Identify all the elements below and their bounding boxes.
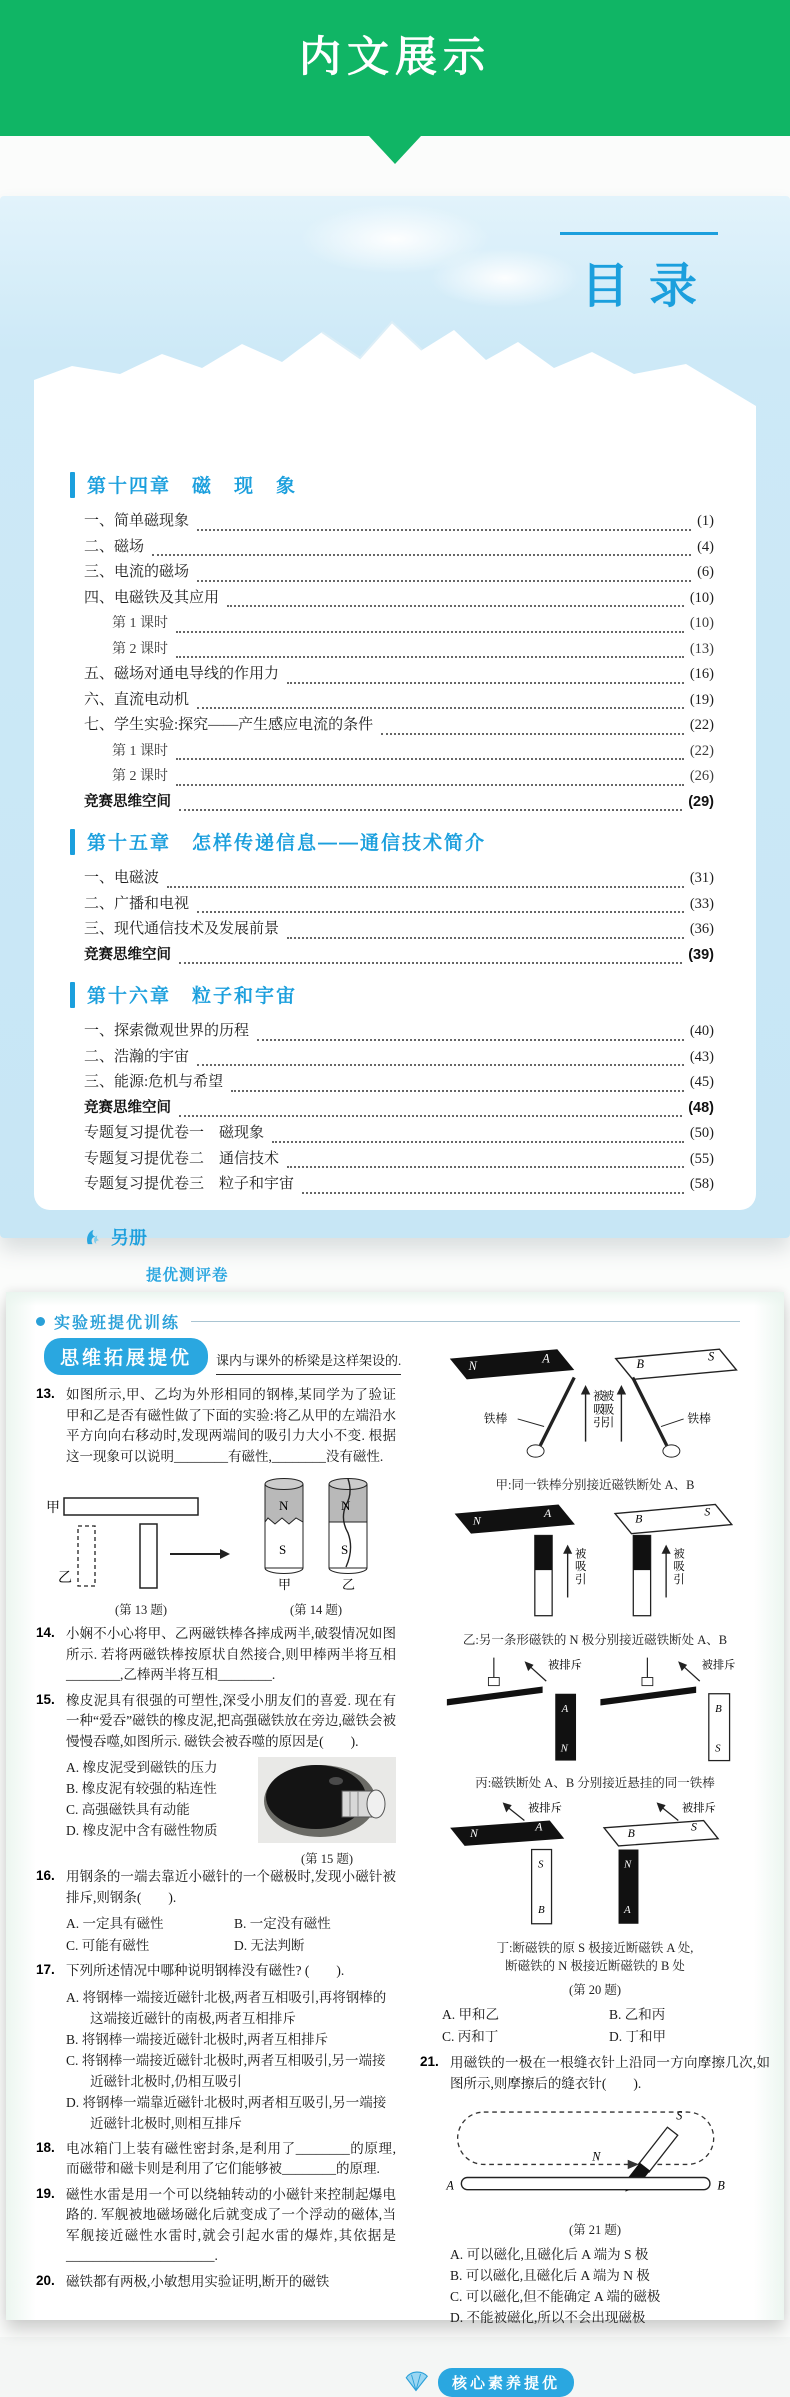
toc-page-number: (13) — [689, 640, 714, 657]
ribbon-icon — [84, 1227, 103, 1246]
svg-text:N: N — [468, 1358, 477, 1373]
toc-entry-label: 专题复习提优卷三 粒子和宇宙 — [84, 1176, 295, 1192]
question-18 — [36, 2139, 396, 2180]
question-text: 小娴不小心将甲、乙两磁铁棒各摔成两半,破裂情况如图所示. 若将两磁铁棒按原状自然接合,则甲棒两半将互相________,乙棒两半将互相________. — [66, 1626, 396, 1682]
toc-page-number: (50) — [689, 1125, 714, 1141]
toc-entry — [84, 1147, 714, 1173]
toc-page-number: (43) — [689, 1048, 714, 1065]
figure-20-ding — [420, 1797, 770, 1936]
toc-page-number: (31) — [689, 870, 714, 886]
option-item: B. 一定没有磁性 — [234, 1916, 331, 1931]
svg-text:S: S — [537, 1858, 544, 1871]
toc-entry-label: 第 2 课时 — [112, 769, 168, 784]
dot-leader — [287, 1153, 684, 1168]
toc-entry — [84, 917, 714, 943]
dot-leader — [176, 745, 684, 760]
question-17 — [36, 1961, 396, 1982]
svg-text:B: B — [537, 1903, 545, 1916]
section-tagline: 课内与课外的桥梁是这样架设的. — [216, 1350, 401, 1375]
chapter-title: 第十六章 粒子和宇宙 — [87, 986, 298, 1007]
top-banner — [0, 0, 790, 136]
toc-page-number: (6) — [697, 564, 714, 580]
question-text: 橡皮泥具有很强的可塑性,深受小朋友们的喜爱. 现在有一种“爱吞”磁铁的橡皮泥,把高强磁铁放在旁边,磁铁会被慢慢吞噬,如图所示. 磁铁会被吞噬的原因是( ). — [66, 1692, 396, 1749]
option-item: B. 可以磁化,且磁化后 A 端为 N 极 — [450, 2268, 650, 2283]
option-item: B. 橡皮泥有较强的粘连性 — [66, 1781, 217, 1796]
option-item: A. 甲和乙 — [442, 2007, 499, 2022]
right-column — [420, 1336, 770, 2397]
option-item: A. 橡皮泥受到磁铁的压力 — [66, 1760, 218, 1775]
series-title: 实验班提优训练 — [54, 1315, 181, 1332]
question-21 — [420, 2053, 770, 2094]
question-number: 16. — [36, 1868, 55, 1883]
svg-text:A: A — [535, 1820, 543, 1834]
dot-leader — [197, 1051, 684, 1066]
option-item: A. 将钢棒一端接近磁针北极,两者互相吸引,再将钢棒的这端接近磁针的南极,两者互相排斥 — [66, 1989, 387, 2026]
question-14 — [36, 1624, 396, 1686]
svg-text:被排斥: 被排斥 — [681, 1802, 716, 1815]
svg-text:被吸引: 被吸引 — [673, 1548, 685, 1586]
svg-text:S: S — [341, 1542, 349, 1557]
svg-text:N: N — [623, 1858, 632, 1871]
svg-text:铁棒: 铁棒 — [483, 1412, 508, 1426]
svg-text:B: B — [635, 1511, 643, 1526]
toc-entry — [84, 713, 714, 739]
option-item: D. 不能被磁化,所以不会出现磁极 — [450, 2310, 646, 2325]
toc-page-number: (10) — [689, 615, 714, 631]
question-text: 用钢条的一端去靠近小磁针的一个磁极时,发现小磁针被排斥,则钢条( ). — [66, 1869, 396, 1905]
option-item: C. 可能有磁性 — [66, 1937, 150, 1953]
option-item: C. 可以磁化,但不能确定 A 端的磁极 — [450, 2289, 661, 2304]
dot-leader — [287, 924, 684, 939]
svg-text:B: B — [627, 1826, 635, 1840]
options-20 — [442, 2004, 770, 2047]
svg-text:乙: 乙 — [58, 1571, 72, 1586]
toc-page-number: (40) — [689, 1023, 714, 1039]
figure-14 — [252, 1472, 380, 1618]
figure-caption: 乙:另一条形磁铁的 N 极分别接近磁铁断处 A、B — [462, 1633, 728, 1647]
toc-page-number: (19) — [689, 691, 714, 708]
dot-leader — [179, 796, 682, 811]
svg-text:A: A — [446, 2178, 454, 2193]
toc-page-number: (39) — [688, 946, 714, 963]
toc-entry — [84, 943, 714, 969]
toc-entry — [84, 688, 714, 714]
question-13 — [36, 1385, 396, 1467]
figure-caption: (第 13 题) — [114, 1603, 168, 1617]
option-item: D. 橡皮泥中含有磁性物质 — [66, 1823, 218, 1838]
figure-caption: 断磁铁的 N 极接近断磁铁的 B 处 — [505, 1959, 685, 1973]
svg-text:甲: 甲 — [278, 1577, 292, 1592]
figure-caption: (第 14 题) — [289, 1603, 343, 1617]
toc-entry — [84, 637, 714, 663]
question-number: 21. — [420, 2054, 439, 2069]
toc-page-number: (48) — [688, 1099, 714, 1116]
svg-text:被吸引: 被吸引 — [574, 1548, 587, 1586]
toc-entry-label: 二、磁场 — [84, 538, 145, 555]
svg-text:N: N — [592, 2149, 601, 2164]
dot-leader — [227, 592, 684, 607]
option-item: D. 将钢棒一端靠近磁针北极时,两者相互吸引,另一端接近磁针北极时,则相互排斥 — [66, 2094, 387, 2131]
figure-row-13-14 — [42, 1472, 396, 1618]
svg-text:被排斥: 被排斥 — [528, 1802, 562, 1815]
toc-entry — [84, 1019, 714, 1045]
svg-text:A: A — [623, 1903, 631, 1916]
toc-entry-label: 四、电磁铁及其应用 — [84, 589, 220, 606]
toc-page-number: (22) — [689, 742, 714, 759]
svg-text:乙: 乙 — [342, 1577, 356, 1592]
dot-leader — [197, 567, 691, 582]
options-15 — [66, 1757, 258, 1841]
next-section-badge-row — [402, 2368, 770, 2397]
question-15 — [36, 1691, 396, 1753]
toc-entry — [84, 866, 714, 892]
question-19 — [36, 2185, 396, 2267]
svg-text:N: N — [470, 1826, 478, 1840]
toc-entry-label: 二、浩瀚的宇宙 — [84, 1048, 190, 1065]
dot-leader — [231, 1077, 684, 1092]
toc-entry-label: 一、简单磁现象 — [84, 513, 190, 529]
chapter-accent-bar — [70, 472, 75, 498]
toc-entry-label: 三、电流的磁场 — [84, 564, 190, 580]
figure-caption: 丁:断磁铁的原 S 极接近断磁铁 A 处, — [496, 1941, 694, 1955]
toc-entry-label: 第 1 课时 — [112, 743, 168, 759]
toc-list — [84, 471, 714, 1198]
toc-chapter-heading — [70, 471, 714, 498]
question-text: 下列所述情况中哪种说明钢棒没有磁性? ( ). — [66, 1963, 345, 1978]
toc-entry — [84, 1121, 714, 1147]
question-number: 14. — [36, 1625, 55, 1640]
bullet-dot-icon — [36, 1317, 45, 1326]
figure-caption: (第 21 题) — [568, 2223, 622, 2237]
toc-entry-label: 第 1 课时 — [112, 616, 168, 631]
toc-entry — [84, 1172, 714, 1198]
question-number: 13. — [36, 1386, 55, 1401]
dot-leader — [287, 669, 684, 684]
dot-leader — [176, 618, 684, 633]
svg-text:S: S — [704, 1504, 711, 1519]
left-column — [36, 1338, 402, 2297]
question-text: 磁性水雷是用一个可以绕轴转动的小磁针来控制起爆电路的. 军舰被地磁场磁化后就变成了一个浮动的磁体,当军舰接近磁性水雷时,就会引起水雷的爆炸,其依据是______________________. — [66, 2186, 396, 2263]
question-16 — [36, 1867, 396, 1908]
toc-entry — [84, 509, 714, 535]
toc-page-number: (33) — [689, 895, 714, 912]
toc-entry-label: 七、学生实验:探究——产生感应电流的条件 — [84, 717, 374, 733]
option-item: B. 乙和丙 — [609, 2007, 666, 2022]
toc-page-number: (16) — [689, 666, 714, 682]
svg-text:被排斥: 被排斥 — [701, 1659, 736, 1672]
toc-page-number: (4) — [697, 538, 714, 555]
svg-text:B: B — [715, 1702, 722, 1715]
figure-20-bing — [420, 1654, 770, 1771]
chapter-accent-bar — [70, 982, 75, 1008]
toc-entry — [84, 1070, 714, 1096]
question-text: 如图所示,甲、乙均为外形相同的钢棒,某同学为了验证甲和乙是否有磁性做了下面的实验:将乙从甲的左端沿水平方向向右移动时,发现两端间的吸引力大小不变. 根据这一现象可以说明________有磁性,________没有磁性. — [66, 1387, 396, 1464]
option-item: 提优测评卷 — [146, 1266, 229, 1284]
booklet-title: 另册 — [111, 1227, 147, 1248]
question-number: 20. — [36, 2272, 55, 2288]
toc-entry — [84, 535, 714, 561]
toc-page-number: (1) — [697, 513, 714, 529]
question-number: 18. — [36, 2139, 55, 2155]
toc-entry — [84, 662, 714, 688]
svg-text:S: S — [676, 2108, 683, 2123]
svg-text:N: N — [341, 1498, 351, 1513]
svg-text:被吸引: 被吸引 — [593, 1390, 605, 1430]
toc-page-number: (45) — [689, 1074, 714, 1090]
banner-pointer-triangle — [369, 136, 421, 164]
svg-text:B: B — [636, 1357, 644, 1372]
toc-title: 目录 — [580, 260, 717, 313]
toc-entry — [84, 892, 714, 918]
toc-title-block — [560, 232, 718, 316]
toc-page-number: (36) — [689, 921, 714, 937]
banner-title: 内文展示 — [298, 33, 491, 80]
toc-entry-label: 三、现代通信技术及发展前景 — [84, 921, 280, 937]
question-text: 用磁铁的一极在一根缝衣针上沿同一方向摩擦几次,如图所示,则摩擦后的缝衣针( ). — [450, 2055, 770, 2091]
option-item: C. 高强磁铁具有动能 — [66, 1802, 190, 1817]
svg-text:S: S — [690, 1820, 697, 1834]
svg-text:被排斥: 被排斥 — [548, 1659, 582, 1672]
toc-page — [0, 196, 790, 1284]
toc-page-number: (55) — [689, 1150, 714, 1167]
mountain-illustration — [34, 314, 756, 424]
toc-entry — [84, 586, 714, 612]
cloud-decoration — [430, 248, 580, 308]
figure-21 — [420, 2099, 770, 2218]
option-item: D. 丁和甲 — [609, 2028, 666, 2044]
svg-text:铁棒: 铁棒 — [687, 1412, 711, 1426]
toc-entry — [84, 611, 714, 637]
svg-text:A: A — [561, 1702, 569, 1715]
toc-page-number: (10) — [689, 589, 714, 606]
dot-leader — [167, 873, 684, 888]
dot-leader — [302, 1179, 684, 1194]
toc-entry-label: 五、磁场对通电导线的作用力 — [84, 666, 280, 682]
svg-text:甲: 甲 — [46, 1501, 60, 1516]
svg-text:A: A — [542, 1351, 550, 1366]
chapter-title: 第十四章 磁 现 象 — [87, 476, 298, 497]
toc-entry-label: 一、探索微观世界的历程 — [84, 1023, 250, 1039]
options-16 — [66, 1913, 396, 1956]
question-number: 19. — [36, 2185, 55, 2201]
option-item: C. 丙和丁 — [442, 2028, 499, 2044]
toc-entry-label: 专题复习提优卷一 磁现象 — [84, 1125, 265, 1141]
toc-entry — [84, 739, 714, 765]
question-20-start — [36, 2272, 396, 2293]
toc-entry-label: 竞赛思维空间 — [84, 793, 171, 810]
toc-page-number: (26) — [689, 768, 714, 784]
toc-entry-label: 第 2 课时 — [112, 641, 168, 657]
toc-content-box — [34, 422, 756, 1284]
option-item: A. 一定具有磁性 — [66, 1916, 164, 1931]
figure-20-jia — [420, 1336, 770, 1473]
chapter-title: 第十五章 怎样传递信息——通信技术简介 — [87, 833, 487, 854]
svg-text:S: S — [279, 1542, 287, 1557]
svg-text:S: S — [715, 1742, 721, 1755]
question-text: 磁铁都有两极,小敏想用实验证明,断开的磁铁 — [66, 2273, 330, 2289]
next-section-badge: 核心素养提优 — [438, 2368, 574, 2397]
toc-entry — [84, 764, 714, 790]
svg-text:N: N — [472, 1513, 481, 1528]
toc-entry — [84, 560, 714, 586]
toc-page-number: (22) — [689, 717, 714, 733]
toc-entry-label: 二、广播和电视 — [84, 895, 190, 912]
dot-leader — [179, 1102, 682, 1117]
figure-13 — [42, 1490, 240, 1618]
toc-entry-label: 专题复习提优卷二 通信技术 — [84, 1150, 280, 1167]
toc-entry-label: 竞赛思维空间 — [84, 946, 171, 963]
page-header — [36, 1310, 740, 1333]
dot-leader — [272, 1128, 684, 1143]
options-21 — [450, 2244, 770, 2328]
dot-leader — [197, 694, 684, 709]
booklet-heading — [84, 1224, 714, 1250]
svg-text:A: A — [543, 1506, 552, 1521]
dot-leader — [176, 643, 684, 658]
toc-chapter-heading — [70, 981, 714, 1008]
header-rule — [191, 1321, 740, 1322]
option-item: C. 将钢棒一端接近磁针北极时,两者互相吸引,另一端接近磁针北极时,仍相互吸引 — [66, 2052, 386, 2089]
option-item: A. 可以磁化,且磁化后 A 端为 S 极 — [450, 2247, 649, 2262]
toc-entry — [84, 1045, 714, 1071]
svg-text:被吸引: 被吸引 — [602, 1390, 615, 1430]
question-number: 17. — [36, 1962, 55, 1977]
workbook-page — [6, 1292, 784, 2392]
chapter-accent-bar — [70, 829, 75, 855]
dot-leader — [176, 771, 684, 786]
figure-caption: (第 20 题) — [568, 1983, 622, 1997]
toc-entry — [84, 790, 714, 816]
svg-text:B: B — [717, 2178, 725, 2193]
options-17 — [66, 1987, 396, 2134]
dot-leader — [197, 898, 684, 913]
dot-leader — [257, 1026, 684, 1041]
toc-entry-label: 三、能源:危机与希望 — [84, 1074, 224, 1090]
toc-title-rule — [560, 232, 718, 235]
section-badge: 思维拓展提优 — [44, 1338, 208, 1375]
toc-entry — [84, 1096, 714, 1122]
figure-caption: (第 15 题) — [300, 1852, 354, 1866]
svg-text:S: S — [708, 1349, 715, 1364]
section-badge-row — [36, 1338, 402, 1375]
question-number: 15. — [36, 1691, 55, 1707]
shell-icon — [402, 2368, 430, 2392]
dot-leader — [197, 516, 691, 531]
option-item: B. 将钢棒一端接近磁针北极时,两者互相排斥 — [66, 2031, 329, 2047]
option-item: D. 无法判断 — [234, 1937, 305, 1953]
dot-leader — [152, 541, 691, 556]
figure-caption: 丙:磁铁断处 A、B 分别接近悬挂的同一铁棒 — [475, 1776, 715, 1790]
figure-20-yi — [420, 1499, 770, 1628]
svg-text:N: N — [560, 1742, 568, 1755]
toc-entry-label: 六、直流电动机 — [84, 691, 190, 708]
toc-entry-label: 一、电磁波 — [84, 870, 160, 886]
toc-chapter-heading — [70, 828, 714, 855]
question-15-options-row — [36, 1757, 396, 1867]
toc-page-number: (58) — [689, 1176, 714, 1192]
figure-15-photo — [258, 1757, 396, 1867]
svg-text:N: N — [279, 1498, 289, 1513]
question-text: 电冰箱门上装有磁性密封条,是利用了________的原理,而磁带和磁卡则是利用了它们能够被________的原理. — [66, 2140, 396, 2176]
toc-page-number: (29) — [688, 793, 714, 810]
dot-leader — [179, 949, 682, 964]
figure-caption: 甲:同一铁棒分别接近磁铁断处 A、B — [495, 1478, 695, 1492]
dot-leader — [381, 720, 684, 735]
toc-entry-label: 竞赛思维空间 — [84, 1099, 171, 1116]
